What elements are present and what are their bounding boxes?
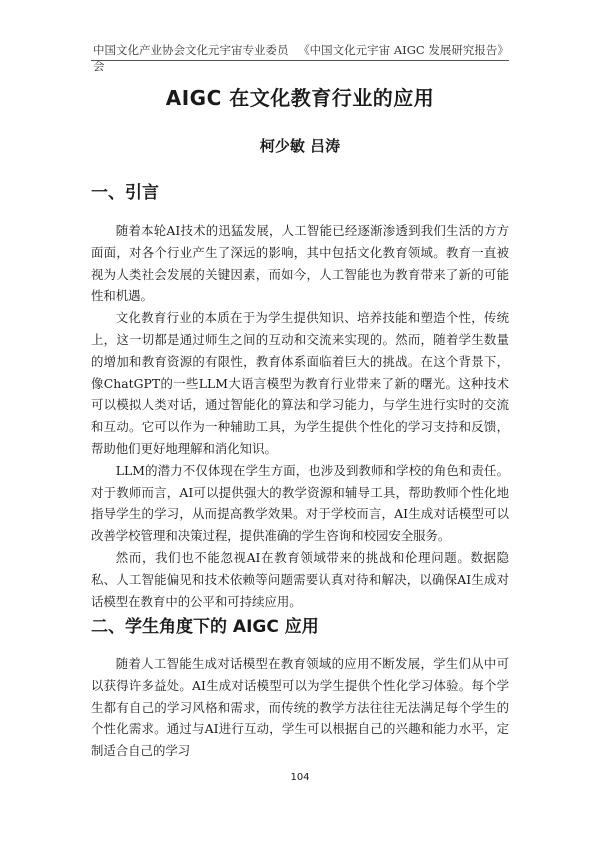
- paragraph: 随着人工智能生成对话模型在教育领域的应用不断发展，学生们从中可以获得许多益处。AI生成对话模型可以为学生提供个性化学习体验。每个学生都有自己的学习风格和需求，而传统的教学方法往往无法满足每个学生的个性化需求。通过与AI进行互动，学生可以根据自己的兴趣和能力水平，定制适合自己的学习: [91, 656, 509, 759]
- header-divider: [91, 60, 509, 61]
- paragraph: 然而，我们也不能忽视AI在教育领域带来的挑战和伦理问题。数据隐私、人工智能偏见和技术依赖等问题需要认真对待和解决，以确保AI生成对话模型在教育中的公平和可持续应用。: [91, 549, 509, 609]
- paragraph: 随着本轮AI技术的迅猛发展，人工智能已经逐渐渗透到我们生活的方方面面，对各个行业产生了深远的影响，其中包括文化教育领域。教育一直被视为人类社会发展的关键因素，而如今，人工智能也为教育带来了新的可能性和机遇。: [91, 223, 509, 304]
- page-number: 104: [290, 772, 310, 783]
- section-heading-student-perspective: 二、学生角度下的 AIGC 应用: [91, 617, 319, 637]
- header-right-text: 《中国文化元宇宙 AIGC 发展研究报告》: [298, 43, 509, 57]
- section-body-student-perspective: [91, 653, 509, 762]
- section-heading-introduction: 一、引言: [91, 183, 159, 203]
- section-body-introduction: [91, 220, 509, 612]
- header-left-text: 中国文化产业协会文化元宇宙专业委员会: [93, 43, 289, 73]
- paragraph: 文化教育行业的本质在于为学生提供知识、培养技能和塑造个性，传统上，这一切都是通过师生之间的互动和交流来实现的。然而，随着学生数量的增加和教育资源的有限性，教育体系面临着巨大的挑战。在这个背景下，像ChatGPT的一些LLM大语言模型为教育行业带来了新的曙光。这种技术可以模拟人类对话，通过智能化的算法和学习能力，与学生进行实时的交流和互动。它可以作为一种辅助工具，为学生提供个性化的学习支持和反馈，帮助他们更好地理解和消化知识。: [91, 310, 509, 456]
- document-title: AIGC 在文化教育行业的应用: [165, 86, 435, 110]
- running-header: [93, 42, 507, 74]
- author-names: 柯少敏 吕涛: [259, 137, 341, 155]
- paragraph: LLM的潜力不仅体现在学生方面，也涉及到教师和学校的角色和责任。对于教师而言，AI可以提供强大的教学资源和辅导工具，帮助教师个性化地指导学生的学习，从而提高教学效果。对于学校而言，AI生成对话模型可以改善学校管理和决策过程，提供准确的学生咨询和校园安全服务。: [91, 462, 509, 544]
